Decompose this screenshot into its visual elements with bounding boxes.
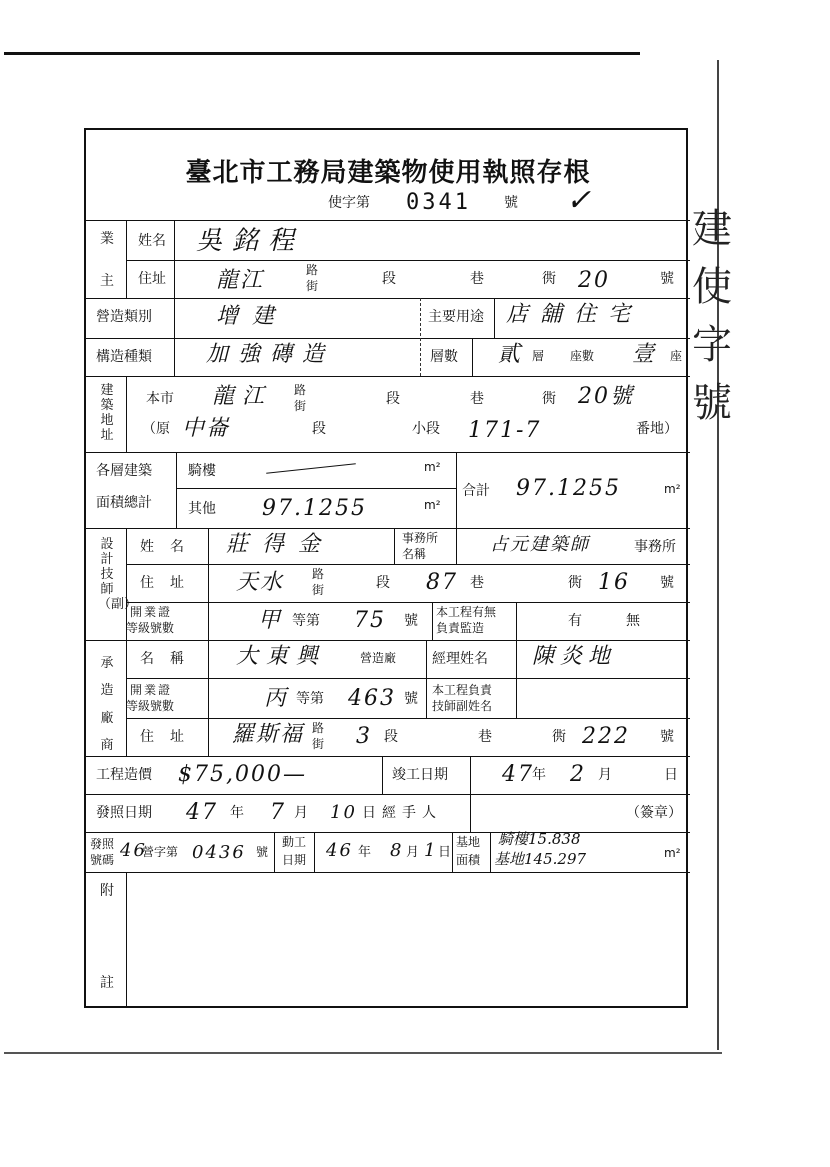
designer-license-grade: 甲 xyxy=(258,608,283,633)
supervise-label-top: 本工程有無 xyxy=(436,605,497,619)
done-label: 竣工日期 xyxy=(392,767,448,783)
vrule-contractor-2 xyxy=(208,640,209,756)
site-lane: 巷 xyxy=(470,391,484,407)
owner-addr-label: 住址 xyxy=(138,271,166,287)
area-label-top: 各層建築 xyxy=(96,463,152,479)
done-month: 2 xyxy=(570,762,586,787)
contractor-name-label: 名稱 xyxy=(140,651,200,667)
site-orig-section: 段 xyxy=(312,421,326,437)
vrule-area-2 xyxy=(456,452,457,528)
contractor-street: 街 xyxy=(312,737,325,751)
designer-office-value: 占元建築師 xyxy=(490,534,590,555)
base-value-1: 騎樓15.838 xyxy=(498,830,581,848)
designer-license-no: 75 xyxy=(354,608,386,633)
area-label-bottom: 面積總計 xyxy=(96,495,152,511)
total-value: 97.1255 xyxy=(516,476,621,501)
permit-label-top: 發照 xyxy=(90,837,115,851)
contractor-alley: 衖 xyxy=(552,729,566,745)
contractor-no-value: 222 xyxy=(582,724,630,749)
vrule-type-mid xyxy=(420,298,421,376)
other-value: 97.1255 xyxy=(262,496,367,521)
permit-prefix: 使字第 xyxy=(328,195,370,211)
issue-label: 發照日期 xyxy=(96,805,152,821)
rule-5 xyxy=(86,376,690,377)
rule-8 xyxy=(86,528,690,529)
notes-bottom: 註 xyxy=(100,975,114,991)
permit-number: 0341 xyxy=(406,190,471,215)
site-group: 建築地址 xyxy=(100,383,114,443)
owner-addr-section: 段 xyxy=(382,271,396,287)
contractor-license-grade: 丙 xyxy=(264,686,289,711)
rule-13 xyxy=(126,718,690,719)
site-street: 街 xyxy=(294,399,307,413)
struct-value: 加強磚造 xyxy=(206,342,335,367)
designer-license-no-label: 號 xyxy=(404,613,418,629)
vrule-permit xyxy=(274,832,275,872)
designer-road: 路 xyxy=(312,567,325,581)
arcade-label: 騎樓 xyxy=(188,463,216,479)
contractor-license-mid: 等第 xyxy=(296,691,324,707)
total-label: 合計 xyxy=(462,483,490,499)
done-year-label: 年 xyxy=(532,767,546,783)
vrule-permit-4 xyxy=(490,832,491,872)
owner-group-bottom: 主 xyxy=(100,273,114,289)
type-label: 營造類別 xyxy=(96,309,152,325)
vrule-owner-2 xyxy=(174,220,175,298)
start-day-label: 日 xyxy=(438,845,452,860)
start-label-bottom: 日期 xyxy=(282,853,307,867)
designer-section: 段 xyxy=(376,575,390,591)
seal-label: （簽章） xyxy=(626,805,682,821)
margin-stamp: 建使字號 xyxy=(692,206,732,426)
use-label: 主要用途 xyxy=(428,309,484,325)
designer-license-label-bottom: 等級號數 xyxy=(126,621,175,635)
designer-office-suffix: 事務所 xyxy=(634,539,676,555)
rule-14 xyxy=(86,756,690,757)
site-sub-section: 小段 xyxy=(412,421,440,437)
vrule-type xyxy=(174,298,175,376)
owner-name-label: 姓名 xyxy=(138,233,166,249)
site-no-value: 20號 xyxy=(578,384,634,409)
scan-top-edge xyxy=(4,52,640,55)
owner-name-value: 吳銘程 xyxy=(196,226,305,256)
permit-suffix: 號 xyxy=(504,195,518,211)
vrule-cost-2 xyxy=(470,756,471,794)
contractor-manager-value: 陳炎地 xyxy=(532,644,617,669)
rule-3 xyxy=(86,298,690,299)
type-value: 增建 xyxy=(216,304,289,329)
owner-addr-road: 路 xyxy=(306,263,319,277)
contractor-section-value: 3 xyxy=(356,724,372,749)
engineer-label-top: 本工程負責 xyxy=(432,683,493,697)
supervise-has: 有 xyxy=(568,613,582,629)
permit-year-value: 46 xyxy=(120,840,147,861)
issue-month-value: 7 xyxy=(270,800,286,825)
vrule-permit-2 xyxy=(314,832,315,872)
bldg-value: 壹 xyxy=(632,342,657,367)
handler-label: 經手人 xyxy=(382,805,442,821)
vrule-owner xyxy=(126,220,127,298)
issue-month: 月 xyxy=(294,805,308,821)
use-value: 店舖住宅 xyxy=(506,302,643,327)
permit-no-label: 號 xyxy=(256,845,269,859)
total-unit: m² xyxy=(664,482,681,496)
check-mark: ✓ xyxy=(566,183,594,218)
designer-street: 街 xyxy=(312,583,325,597)
contractor-lane: 巷 xyxy=(478,729,492,745)
arcade-dash xyxy=(266,463,356,473)
designer-addr-label: 住址 xyxy=(140,575,200,591)
designer-lane: 巷 xyxy=(470,575,484,591)
cost-label: 工程造價 xyxy=(96,767,152,783)
owner-group-top: 業 xyxy=(100,231,114,247)
done-year: 47 xyxy=(502,762,534,787)
base-value-2: 基地145.297 xyxy=(494,850,587,868)
cost-value: $75,000— xyxy=(178,762,307,787)
contractor-road: 路 xyxy=(312,721,325,735)
designer-name-label: 姓名 xyxy=(140,539,200,555)
issue-day: 日 xyxy=(362,805,376,821)
rule-9 xyxy=(126,564,690,565)
owner-addr-lane: 巷 xyxy=(470,271,484,287)
designer-group: 設計技師（副） xyxy=(98,537,138,612)
issue-year: 年 xyxy=(230,805,244,821)
floors-label: 層數 xyxy=(430,349,458,365)
start-month: 8 xyxy=(390,840,404,861)
vrule-floors xyxy=(472,338,473,376)
site-lot-label: 番地） xyxy=(636,421,678,437)
site-lot-value: 171-7 xyxy=(468,418,542,443)
rule-1 xyxy=(86,220,690,221)
rule-17 xyxy=(86,872,690,873)
designer-no-label: 號 xyxy=(660,575,674,591)
issue-year-value: 47 xyxy=(186,800,218,825)
site-orig-label: （原 xyxy=(142,421,170,437)
permit-no-value: 0436 xyxy=(192,842,246,863)
contractor-section: 段 xyxy=(384,729,398,745)
vrule-issue xyxy=(470,794,471,832)
start-day: 1 xyxy=(424,840,438,861)
contractor-group: 承造廠商 xyxy=(100,656,114,753)
site-section: 段 xyxy=(386,391,400,407)
start-year-label: 年 xyxy=(358,845,372,860)
owner-addr-no-label: 號 xyxy=(660,271,674,287)
rule-10 xyxy=(126,602,690,603)
contractor-manager-label: 經理姓名 xyxy=(432,651,488,667)
start-year: 46 xyxy=(326,840,353,861)
vrule-designer-2 xyxy=(208,528,209,640)
site-orig-value: 中崙 xyxy=(182,416,231,441)
contractor-license-no-label: 號 xyxy=(404,691,418,707)
vrule-cost xyxy=(382,756,383,794)
rule-16 xyxy=(86,832,690,833)
contractor-license-no: 463 xyxy=(348,686,396,711)
owner-addr-street: 街 xyxy=(306,279,319,293)
permit-label-bottom: 號碼 xyxy=(90,853,115,867)
site-city: 本市 xyxy=(146,391,174,407)
arcade-unit: m² xyxy=(424,460,441,474)
engineer-label-bottom: 技師副姓名 xyxy=(432,699,493,713)
other-unit: m² xyxy=(424,498,441,512)
base-label-bottom: 面積 xyxy=(456,853,481,867)
designer-office-label-top: 事務所 xyxy=(402,531,439,545)
designer-no-value: 16 xyxy=(598,570,630,595)
vrule-designer-3 xyxy=(394,528,395,564)
rule-7 xyxy=(176,488,456,489)
designer-name-value: 莊得金 xyxy=(226,532,335,557)
rule-4 xyxy=(86,338,690,339)
contractor-name-value: 大東興 xyxy=(236,644,327,669)
designer-lane-value: 87 xyxy=(426,570,458,595)
vrule-area xyxy=(176,452,177,528)
vrule-designer-6 xyxy=(516,602,517,640)
contractor-addr-label: 住址 xyxy=(140,729,200,745)
scan-bottom-edge xyxy=(4,1052,722,1054)
supervise-none: 無 xyxy=(626,613,640,629)
rule-12 xyxy=(126,678,690,679)
vrule-designer-4 xyxy=(456,528,457,564)
base-label-top: 基地 xyxy=(456,835,481,849)
contractor-license-label-top: 開業證 xyxy=(130,683,173,697)
form-title: 臺北市工務局建築物使用執照存根 xyxy=(185,158,591,188)
start-label-top: 動工 xyxy=(282,835,307,849)
designer-office-label-bottom: 名稱 xyxy=(402,547,427,561)
owner-addr-no: 20 xyxy=(578,268,610,293)
site-road-value: 龍江 xyxy=(212,384,273,409)
owner-addr-alley: 衖 xyxy=(542,271,556,287)
contractor-name-suffix: 營造廠 xyxy=(360,651,397,665)
permit-form xyxy=(84,128,688,1008)
done-day-label: 日 xyxy=(664,767,678,783)
site-road: 路 xyxy=(294,383,307,397)
contractor-addr-value: 羅斯福 xyxy=(232,722,305,747)
vrule-contractor-3 xyxy=(426,640,427,718)
floors-value: 貳 xyxy=(498,342,523,367)
done-month-label: 月 xyxy=(598,767,612,783)
vrule-designer-5 xyxy=(432,602,433,640)
owner-addr-value: 龍江 xyxy=(216,268,265,293)
floors-unit: 層 xyxy=(532,349,545,363)
contractor-no-label: 號 xyxy=(660,729,674,745)
site-alley: 衖 xyxy=(542,391,556,407)
base-unit: m² xyxy=(664,846,681,860)
rule-2 xyxy=(126,260,690,261)
vrule-permit-3 xyxy=(452,832,453,872)
permit-prefix-label: 營字第 xyxy=(142,845,179,859)
issue-day-value: 10 xyxy=(330,802,357,823)
designer-license-mid: 等第 xyxy=(292,613,320,629)
bldg-unit: 座 xyxy=(670,349,683,363)
designer-alley: 衖 xyxy=(568,575,582,591)
vrule-notes xyxy=(126,872,127,1008)
contractor-license-label-bottom: 等級號數 xyxy=(126,699,175,713)
designer-addr-value: 天水 xyxy=(236,570,285,595)
bldg-label: 座數 xyxy=(570,349,595,363)
rule-11 xyxy=(86,640,690,641)
vrule-site xyxy=(126,376,127,452)
start-month-label: 月 xyxy=(406,845,420,860)
other-label: 其他 xyxy=(188,501,216,517)
vrule-contractor xyxy=(126,640,127,756)
rule-15 xyxy=(86,794,690,795)
struct-label: 構造種類 xyxy=(96,349,152,365)
vrule-use xyxy=(494,298,495,338)
notes-top: 附 xyxy=(100,883,114,899)
designer-license-label-top: 開業證 xyxy=(130,605,173,619)
vrule-contractor-4 xyxy=(516,640,517,718)
supervise-label-bottom: 負責監造 xyxy=(436,621,485,635)
